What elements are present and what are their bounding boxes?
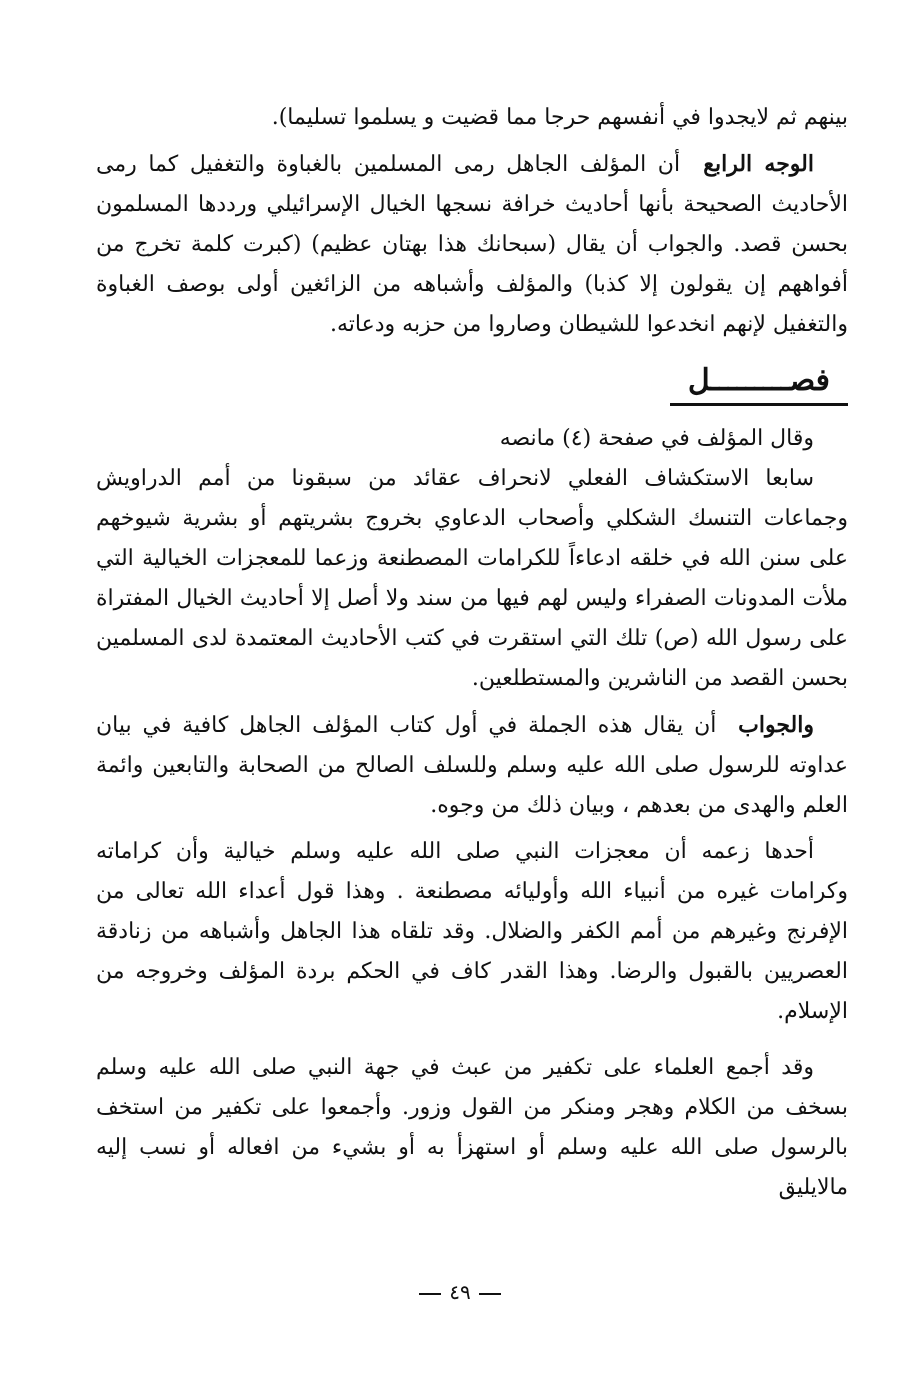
answer-lead: والجواب (738, 712, 814, 738)
folio-dash-left (419, 1293, 441, 1295)
page-number-footer (0, 1280, 920, 1304)
section-heading: فصـــــــــل (670, 359, 848, 406)
page-number: ٤٩ (449, 1280, 471, 1304)
paragraph-fourth-aspect (96, 144, 848, 345)
fourth-aspect-text: أن المؤلف الجاهل رمى المسلمين بالغباوة والتغفيل كما رمى الأحاديث الصحيحة بأنها أحاديث خرافة نسجها الخيال الإسرائيلي ورددها المسلمون بحسن قصد. والجواب أن يقال (سبحانك هذا بهتان عظيم) (كبرت كلمة تخرج من أفواههم إن يقولون إلا كذبا) والمؤلف وأشباهه من الزائغين أولى بوصف الغباوة والتغفيل لإنهم انخدعوا للشيطان وصاروا من حزبه ودعاته. (96, 152, 848, 337)
paragraph-consensus: وقد أجمع العلماء على تكفير من عبث في جهة النبي صلى الله عليه وسلم بسخف من الكلام وهجر ومنكر من القول وزور. وأجمعوا على تكفير من استخف بالرسول صلى الله عليه وسلم أو استهزأ به أو بشيء من افعاله أو نسب إليه مالايليق (96, 1055, 848, 1200)
folio-dash-right (479, 1293, 501, 1295)
answer-text: أن يقال هذه الجملة في أول كتاب المؤلف الجاهل كافية في بيان عداوته للرسول صلى الله عليه وسلم وللسلف الصالح من الصحابة والتابعين وائمة العلم والهدى من بعدهم ، وبيان ذلك من وجوه. (96, 713, 849, 818)
paragraph-verse-end: بينهم ثم لايجدوا في أنفسهم حرجا مما قضيت و يسلموا تسليما). (271, 105, 848, 130)
quote-intro: وقال المؤلف في صفحة (٤) مانصه (499, 426, 814, 451)
section-heading-wrap (96, 359, 848, 413)
quote-body: سابعا الاستكشاف الفعلي لانحراف عقائد من سبقونا من أمم الدراويش وجماعات التنسك الشكلي وأصحاب الدعاوي بخروج بشريتهم أو بشرية شيوخهم على سنن الله في خلقه ادعاءاً للكرامات المصطنعة وزعما للمعجزات الخيالية التي ملأت المدونات الصفراء وليس لهم فيها من سند ولا أصل إلا أحاديث الخيال المفتراة على رسول الله (ص) تلك التي استقرت في كتب الأحاديث المعتمدة لدى المسلمين بحسن القصد من الناشرين والمستطلعين. (96, 466, 849, 691)
body-text (96, 98, 848, 1208)
paragraph-answer (96, 705, 848, 826)
fourth-aspect-lead: الوجه الرابع (703, 151, 814, 177)
paragraph-first-aspect: أحدها زعمه أن معجزات النبي صلى الله عليه وسلم خيالية وأن كراماته وكرامات غيره من أنبياء الله وأوليائه مصطنعة . وهذا قول أعداء الله تعالى من الإفرنج وغيرهم من أمم الكفر والضلال. وقد تلقاه هذا الجاهل وأشباهه من زنادقة العصريين بالقبول والرضا. وهذا القدر كاف في الحكم بردة المؤلف وخروجه من الإسلام. (96, 839, 848, 1024)
